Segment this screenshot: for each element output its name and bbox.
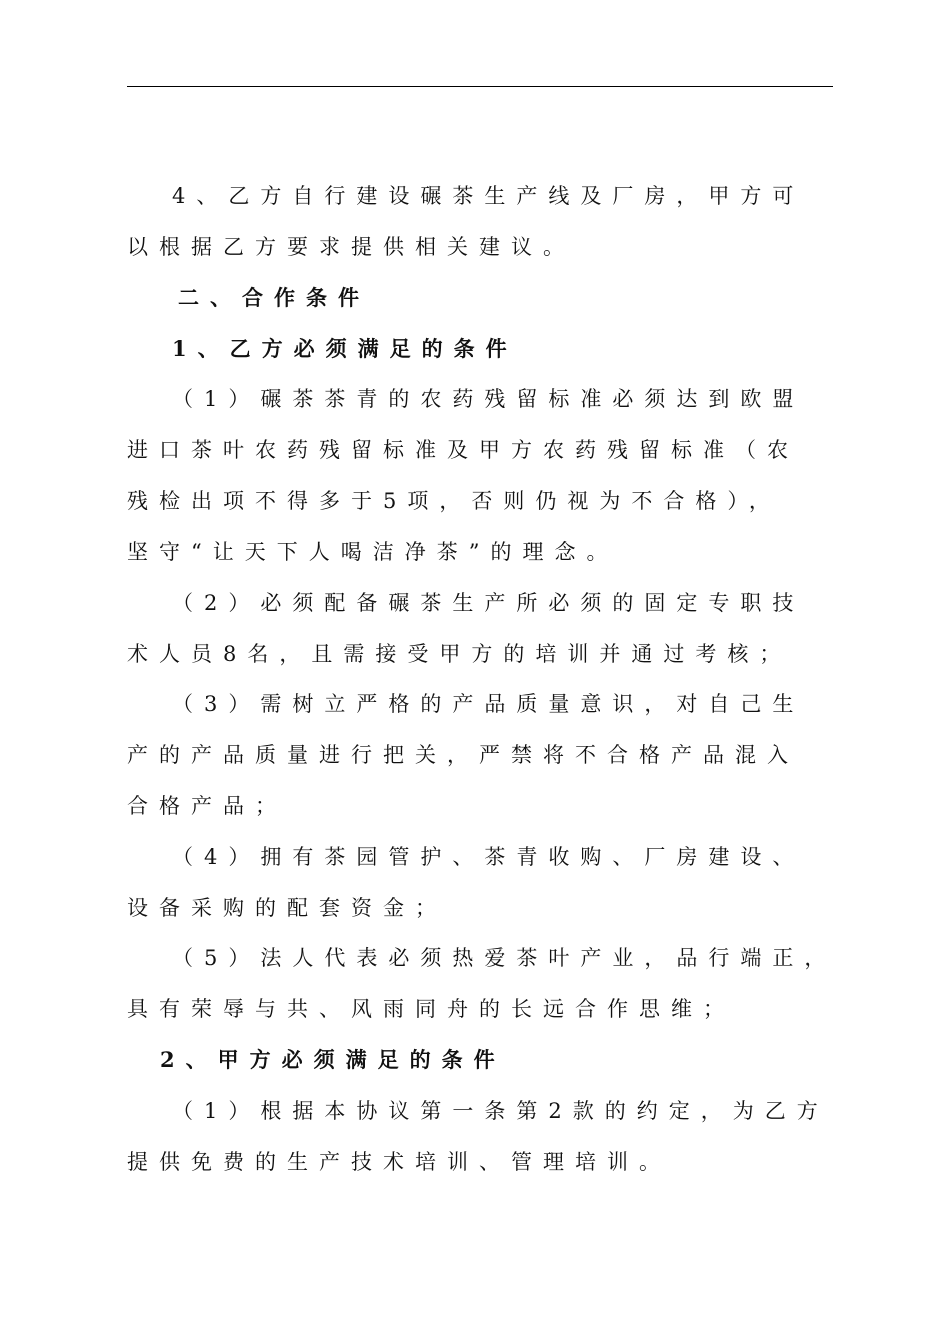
item-b2-line-1: （2）必须配备碾茶生产所必须的固定专职技 [172,591,805,615]
item-b2-line-2: 术人员8名，且需接受甲方的培训并通过考核； [127,642,792,666]
paragraph-4-line-2: 以根据乙方要求提供相关建议。 [127,235,575,259]
item-b1-line-2: 进口茶叶农药残留标准及甲方农药残留标准（农 [127,438,799,462]
item-b3-line-1: （3）需树立严格的产品质量意识，对自己生 [172,692,805,716]
item-a1-line-2: 提供免费的生产技术培训、管理培训。 [127,1150,671,1174]
item-b1-line-3: 残检出项不得多于5项，否则仍视为不合格）， [127,489,781,513]
header-rule [127,86,833,87]
item-b4-line-1: （4）拥有茶园管护、茶青收购、厂房建设、 [172,845,805,869]
item-b1-line-4: 坚守“让天下人喝洁净茶”的理念。 [127,540,619,564]
item-b1-line-1: （1）碾茶茶青的农药残留标准必须达到欧盟 [172,387,805,411]
subheading-party-b-conditions: 1、乙方必须满足的条件 [172,336,518,361]
paragraph-4-line-1: 4、乙方自行建设碾茶生产线及厂房，甲方可 [172,184,805,208]
subheading-party-a-conditions: 2、甲方必须满足的条件 [160,1047,506,1072]
item-a1-line-1: （1）根据本协议第一条第2款的约定，为乙方 [172,1099,829,1123]
item-b5-line-1: （5）法人代表必须热爱茶叶产业，品行端正， [172,946,837,970]
item-b4-line-2: 设备采购的配套资金； [127,896,447,920]
section-heading-cooperation-conditions: 二、合作条件 [178,285,370,310]
item-b3-line-2: 产的产品质量进行把关，严禁将不合格产品混入 [127,743,799,767]
item-b5-line-2: 具有荣辱与共、风雨同舟的长远合作思维； [127,997,735,1021]
item-b3-line-3: 合格产品； [127,794,287,818]
